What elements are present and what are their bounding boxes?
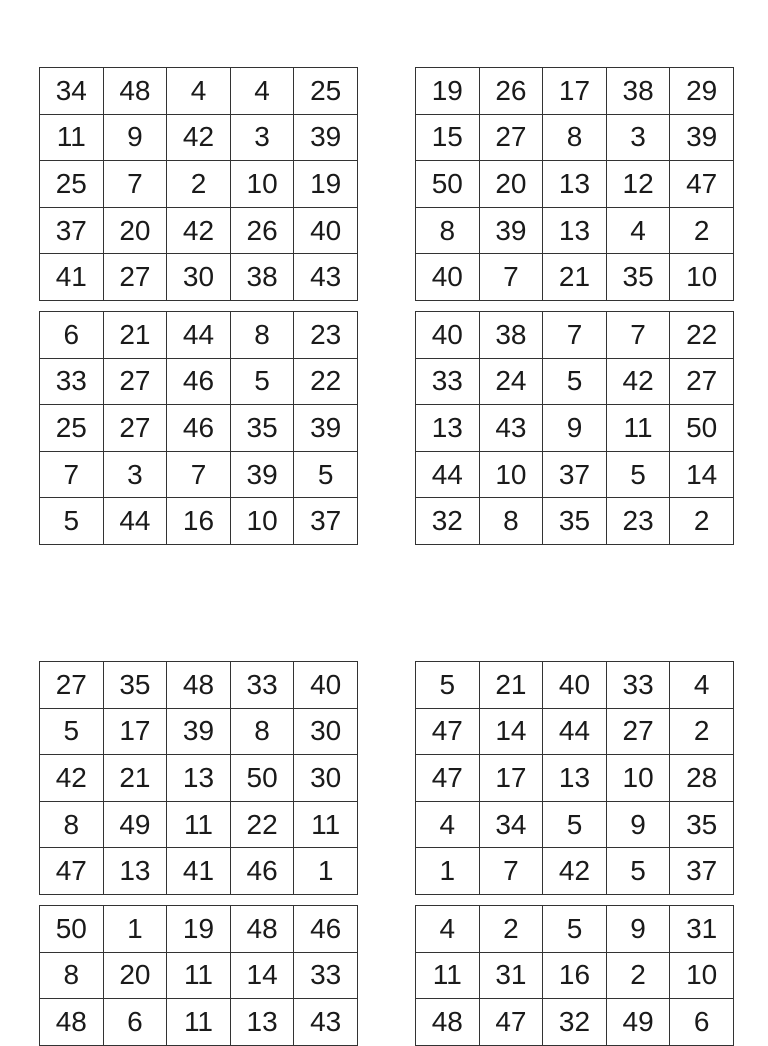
grid-cell: 46 [167,358,231,405]
grid-cell: 22 [294,358,358,405]
grid-row [40,254,358,301]
grid-cell: 32 [543,999,607,1046]
grid-cell: 7 [103,161,167,208]
grid-row [40,952,358,999]
grid-cell: 27 [103,358,167,405]
grid-cell: 4 [416,801,480,848]
grid-cell: 24 [479,358,543,405]
grid-cell: 8 [40,801,104,848]
grid-row [416,68,734,115]
grid-cell: 37 [40,207,104,254]
grid-cell: 39 [294,405,358,452]
grid-cell: 43 [294,254,358,301]
grid-cell: 4 [670,662,734,709]
grid-cell: 14 [479,708,543,755]
grid-row [416,405,734,452]
grid-cell: 34 [479,801,543,848]
number-grid [39,67,358,301]
grid-cell: 30 [294,708,358,755]
grid-cell: 1 [103,906,167,953]
grid-cell: 48 [167,662,231,709]
grid-row [40,358,358,405]
grid-cell: 21 [479,662,543,709]
number-grid [415,661,734,895]
grid-cell: 50 [40,906,104,953]
grid-row [416,114,734,161]
grid-cell: 48 [416,999,480,1046]
number-grid [39,661,358,895]
grid-cell: 40 [416,312,480,359]
grid-cell: 46 [294,906,358,953]
grid-cell: 10 [670,254,734,301]
grid-cell: 5 [40,708,104,755]
grid-cell: 34 [40,68,104,115]
grid-cell: 35 [606,254,670,301]
grid-cell: 38 [479,312,543,359]
grid-cell: 20 [103,952,167,999]
grid-cell: 10 [479,451,543,498]
grid-cell: 37 [543,451,607,498]
grid-cell: 13 [230,999,294,1046]
number-grid [39,311,358,545]
grid-cell: 21 [103,312,167,359]
grid-cell: 7 [606,312,670,359]
grid-row [40,708,358,755]
grid-cell: 43 [294,999,358,1046]
grid-cell: 44 [167,312,231,359]
grid-cell: 14 [670,451,734,498]
grid-cell: 42 [167,114,231,161]
grid-cell: 6 [670,999,734,1046]
grid-cell: 4 [230,68,294,115]
number-grid [415,67,734,301]
grid-cell: 8 [230,708,294,755]
grid-cell: 33 [606,662,670,709]
grid-cell: 31 [670,906,734,953]
grid-cell: 25 [294,68,358,115]
grid-cell: 49 [606,999,670,1046]
grid-cell: 33 [40,358,104,405]
grid-cell: 39 [479,207,543,254]
grid-cell: 25 [40,161,104,208]
grid-cell: 27 [40,662,104,709]
grid-row [416,801,734,848]
grid-cell: 5 [543,906,607,953]
grid-cell: 42 [606,358,670,405]
grid-cell: 7 [167,451,231,498]
grid-cell: 6 [40,312,104,359]
grid-cell: 15 [416,114,480,161]
grid-cell: 13 [543,755,607,802]
grid-cell: 31 [479,952,543,999]
grid-cell: 10 [670,952,734,999]
grid-cell: 13 [543,161,607,208]
grid-cell: 21 [543,254,607,301]
grid-cell: 2 [479,906,543,953]
grid-cell: 44 [103,498,167,545]
grid-cell: 50 [670,405,734,452]
grid-cell: 47 [670,161,734,208]
grid-cell: 48 [230,906,294,953]
grid-cell: 8 [230,312,294,359]
grid-cell: 40 [294,662,358,709]
grid-cell: 2 [670,207,734,254]
grid-cell: 37 [294,498,358,545]
grid-cell: 47 [479,999,543,1046]
grid-cell: 23 [294,312,358,359]
grid-cell: 4 [416,906,480,953]
grid-row [40,312,358,359]
grid-cell: 42 [543,848,607,895]
grid-cell: 13 [103,848,167,895]
grid-cell: 50 [230,755,294,802]
grid-cell: 7 [479,848,543,895]
grid-cell: 22 [230,801,294,848]
grid-cell: 27 [103,254,167,301]
grid-cell: 16 [543,952,607,999]
grid-cell: 42 [167,207,231,254]
grid-cell: 33 [294,952,358,999]
grid-cell: 8 [40,952,104,999]
grid-cell: 11 [40,114,104,161]
grid-row [416,207,734,254]
grid-cell: 28 [670,755,734,802]
grid-cell: 7 [479,254,543,301]
grid-cell: 27 [103,405,167,452]
grid-cell: 13 [416,405,480,452]
grid-cell: 39 [294,114,358,161]
grid-cell: 19 [167,906,231,953]
grid-cell: 5 [606,848,670,895]
grid-row [416,254,734,301]
grid-cell: 8 [416,207,480,254]
grid-cell: 48 [103,68,167,115]
grid-cell: 19 [294,161,358,208]
grid-cell: 16 [167,498,231,545]
grid-cell: 2 [670,498,734,545]
grid-cell: 21 [103,755,167,802]
grid-cell: 44 [543,708,607,755]
grid-cell: 9 [103,114,167,161]
grid-cell: 10 [230,161,294,208]
grid-cell: 26 [230,207,294,254]
grid-cell: 35 [103,662,167,709]
grid-cell: 43 [479,405,543,452]
grid-row [416,952,734,999]
grid-cell: 20 [479,161,543,208]
grid-cell: 35 [230,405,294,452]
grid-cell: 37 [670,848,734,895]
grid-row [40,498,358,545]
grid-cell: 11 [167,999,231,1046]
grid-cell: 1 [416,848,480,895]
grid-cell: 40 [416,254,480,301]
grid-row [416,498,734,545]
grid-cell: 4 [606,207,670,254]
grid-cell: 12 [606,161,670,208]
number-grid [415,311,734,545]
grid-row [416,161,734,208]
grid-cell: 9 [543,405,607,452]
grid-row [40,848,358,895]
grid-cell: 40 [294,207,358,254]
grid-cell: 17 [543,68,607,115]
grid-row [416,999,734,1046]
grid-cell: 42 [40,755,104,802]
grid-cell: 4 [167,68,231,115]
grid-cell: 2 [167,161,231,208]
grid-cell: 7 [40,451,104,498]
grid-row [40,906,358,953]
grid-cell: 27 [670,358,734,405]
grid-cell: 5 [543,358,607,405]
grid-cell: 5 [230,358,294,405]
grid-cell: 11 [416,952,480,999]
grid-cell: 3 [230,114,294,161]
grid-cell: 20 [103,207,167,254]
grid-cell: 11 [167,952,231,999]
grid-cell: 5 [606,451,670,498]
grid-row [416,662,734,709]
grid-cell: 5 [543,801,607,848]
grid-row [40,999,358,1046]
grid-cell: 39 [167,708,231,755]
grid-cell: 17 [479,755,543,802]
grid-cell: 46 [230,848,294,895]
grid-cell: 2 [670,708,734,755]
grid-cell: 11 [167,801,231,848]
grid-cell: 9 [606,906,670,953]
grid-cell: 38 [606,68,670,115]
grid-row [416,358,734,405]
grid-cell: 5 [416,662,480,709]
grid-cell: 11 [606,405,670,452]
number-grid [39,905,358,1046]
grid-row [40,114,358,161]
grid-cell: 47 [40,848,104,895]
grid-cell: 38 [230,254,294,301]
grid-cell: 10 [230,498,294,545]
grid-cell: 44 [416,451,480,498]
grid-cell: 32 [416,498,480,545]
grid-row [40,161,358,208]
grid-cell: 25 [40,405,104,452]
grid-cell: 49 [103,801,167,848]
grid-cell: 39 [230,451,294,498]
grid-cell: 41 [40,254,104,301]
grid-cell: 1 [294,848,358,895]
grid-cell: 46 [167,405,231,452]
grid-cell: 27 [479,114,543,161]
grid-cell: 14 [230,952,294,999]
grid-cell: 26 [479,68,543,115]
grid-cell: 47 [416,755,480,802]
grid-cell: 33 [230,662,294,709]
grid-cell: 11 [294,801,358,848]
grid-row [40,755,358,802]
grid-cell: 17 [103,708,167,755]
grid-cell: 41 [167,848,231,895]
grid-cell: 6 [103,999,167,1046]
grid-cell: 23 [606,498,670,545]
grid-row [416,451,734,498]
grid-cell: 8 [543,114,607,161]
grid-cell: 35 [543,498,607,545]
grid-cell: 33 [416,358,480,405]
grid-cell: 5 [40,498,104,545]
grid-cell: 30 [294,755,358,802]
grid-cell: 39 [670,114,734,161]
grid-row [40,451,358,498]
grid-cell: 29 [670,68,734,115]
grid-cell: 27 [606,708,670,755]
grid-cell: 10 [606,755,670,802]
grid-cell: 30 [167,254,231,301]
grid-row [40,68,358,115]
grid-row [40,405,358,452]
grid-cell: 19 [416,68,480,115]
grid-cell: 48 [40,999,104,1046]
number-grid [415,905,734,1046]
grid-cell: 47 [416,708,480,755]
grid-cell: 13 [543,207,607,254]
grid-row [40,801,358,848]
grid-cell: 35 [670,801,734,848]
grid-cell: 22 [670,312,734,359]
grid-cell: 3 [103,451,167,498]
grid-row [416,755,734,802]
grid-row [416,312,734,359]
grid-cell: 13 [167,755,231,802]
grid-cell: 5 [294,451,358,498]
grid-row [416,708,734,755]
grid-row [416,848,734,895]
grid-cell: 3 [606,114,670,161]
grid-cell: 8 [479,498,543,545]
grid-row [40,662,358,709]
grid-cell: 50 [416,161,480,208]
grid-cell: 9 [606,801,670,848]
grid-cell: 7 [543,312,607,359]
grid-row [416,906,734,953]
grid-cell: 2 [606,952,670,999]
grid-cell: 40 [543,662,607,709]
grid-row [40,207,358,254]
